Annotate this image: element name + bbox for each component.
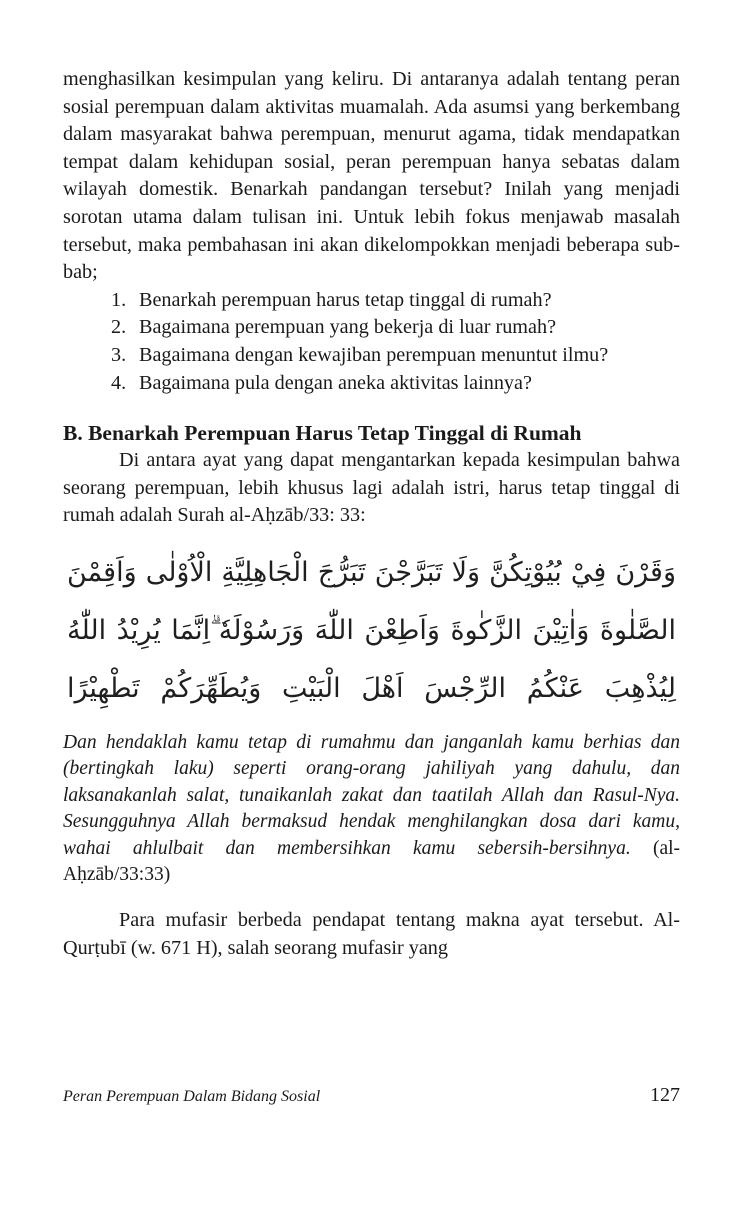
list-item-number: 4. [111,371,127,394]
list-item-number: 1. [111,288,127,311]
translation-text: Dan hendaklah kamu tetap di rumahmu dan janganlah kamu berhias dan (bertingkah laku) seperti orang-orang jahiliyah yang dahulu, dan laksanakanlah salat, tunaikanlah zakat dan taatilah Allah dan Rasul-Nya. Sesungguhnya Allah bermaksud hendak menghilangkan dosa dari kamu, wahai ahlulbait dan membersihkan kamu sebersih-bersihnya. [63,731,680,859]
list-item [111,287,680,315]
running-title: Peran Perempuan Dalam Bidang Sosial [63,1088,321,1105]
list-item-text: Bagaimana dengan kewajiban perempuan menuntut ilmu? [139,343,609,366]
verse-translation [63,730,680,889]
list-item-text: Bagaimana perempuan yang bekerja di luar rumah? [139,316,557,339]
subchapter-list [63,287,680,397]
list-item-number: 2. [111,316,127,339]
page-body [63,66,680,962]
page-number: 127 [650,1084,680,1106]
page-footer [63,1084,680,1107]
list-item [111,314,680,342]
section-paragraph: Di antara ayat yang dapat mengantarkan kepada kesimpulan bahwa seorang perempuan, lebih khusus lagi adalah istri, harus tetap tinggal di rumah adalah Surah al-Aḥzāb/33: 33: [63,449,680,527]
intro-paragraph: menghasilkan kesimpulan yang keliru. Di antaranya adalah tentang peran sosial perempuan dalam aktivitas muamalah. Ada asumsi yang berkembang dalam masyarakat bahwa perempuan, menurut agama, tidak mendapatkan tempat dalam kehidupan sosial, peran perempuan hanya sebatas dalam wilayah domestik. Benarkah pandangan tersebut? Inilah yang menjadi sorotan utama dalam tulisan ini. Untuk lebih fokus menjawab masalah tersebut, maka pembahasan ini akan dikelompokkan menjadi beberapa sub-bab; [63,68,680,284]
section-heading: B. Benarkah Perempuan Harus Tetap Tinggal di Rumah [63,421,582,446]
list-item-text: Bagaimana pula dengan aneka aktivitas lainnya? [139,371,532,394]
arabic-verse: وَقَرْنَ فِيْ بُيُوْتِكُنَّ وَلَا تَبَرَّجْنَ تَبَرُّجَ الْجَاهِلِيَّةِ الْاُوْلٰى وَاَقِمْنَ الصَّلٰوةَ وَاٰتِيْنَ الزَّكٰوةَ وَاَطِعْنَ اللّٰهَ وَرَسُوْلَهٗ ۗاِنَّمَا يُرِيْدُ اللّٰهُ لِيُذْهِبَ عَنْكُمُ الرِّجْسَ اَهْلَ الْبَيْتِ وَيُطَهِّرَكُمْ تَطْهِيْرًا [67,556,676,704]
list-item-text: Benarkah perempuan harus tetap tinggal di rumah? [139,288,552,311]
translation-reference: (al-Aḥzāb/33:33) [63,837,681,886]
list-item-number: 3. [111,343,127,366]
list-item [111,342,680,370]
list-item [111,370,680,398]
closing-paragraph: Para mufasir berbeda pendapat tentang makna ayat tersebut. Al-Qurṭubī (w. 671 H), salah seorang mufasir yang [63,908,680,959]
